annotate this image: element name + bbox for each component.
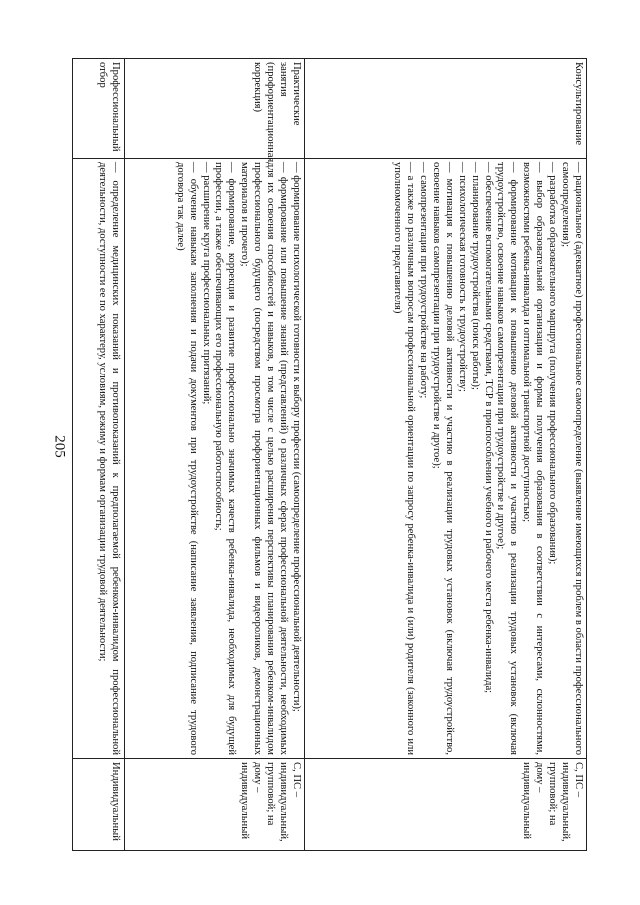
list-item: — самопрезентация при трудоустройстве на работу; <box>417 162 429 399</box>
service-name-cell: Консультирование <box>305 59 587 159</box>
list-item: — а также по различным вопросам профессиональной ориентации по запросу ребенка-инвалида и (или) родителя (законного или уполномоченного представителя) <box>392 162 417 755</box>
page-number: 205 <box>51 435 68 458</box>
list-item: — формирование мотивации к повышению деловой активности и участию в реализации трудовых установок (включая трудоустройство, освоение навыков самопрезентации при трудоустройстве и другое); <box>495 162 520 755</box>
service-content-cell <box>305 159 587 759</box>
service-mode-cell: С, ПС – индивидуальный, групповой; на дому – индивидуальный <box>305 759 587 851</box>
list-item: — определение медицинских показаний и противопоказаний к предполагаемой ребенком-инвалидом профессиональной деятельности, доступности ее по характеру, условиям, режиму и формам организации трудовой деятельности; <box>97 162 121 755</box>
service-mode-cell: С, ПС – индивидуальный, групповой; на дому – индивидуальный <box>125 759 305 851</box>
list-item: — формирование или повышение знаний (представлений) о различных сферах профессиональной деятельности, необходимых для их освоения способностей и навыков, в том числе с целью расширения перспективы планирования ребенком-инвалидом профессионального будущего (посредством просмотра профориентационных фильмов и видеороликов, демонстрационных материалов и прочего); <box>239 162 290 755</box>
table-row <box>73 59 125 851</box>
services-table <box>72 58 587 851</box>
list-item: — обучение навыкам заполнения и подачи документов при трудоустройстве (написание заявления, подписание трудового договора так далее) <box>174 162 199 755</box>
list-item: — формирование, коррекция и развитие профессионально значимых качеств ребенка-инвалида, необходимых для будущей профессии, а также обеспечивающих его профессиональную работоспособность; <box>213 162 238 755</box>
list-item: — мотивация к повышению деловой активности и участию в реализации трудовых установок (включая трудоустройство, освоение навыков самопрезентации при трудоустройстве и другое); <box>430 162 455 755</box>
list-item: — расширение круга профессиональных притязаний; <box>200 162 212 405</box>
service-mode-cell: Индивидуальный <box>73 759 125 851</box>
service-content-cell <box>73 159 125 759</box>
service-name-cell: Профессиональный отбор <box>73 59 125 159</box>
service-content-cell <box>125 159 305 759</box>
service-name-cell: Практические занятия (профориентационная коррекция) <box>125 59 305 159</box>
list-item: — формирование психологической готовности к выбору профессии (самоопределение профессиональной деятельности); <box>291 162 302 712</box>
list-item: — обеспечение вспомогательными средствами, ТСР в приспособлении учебного и рабочего места ребенка-инвалида; <box>482 162 494 694</box>
table-row <box>305 59 587 851</box>
list-item: — планирование трудоустройства (поиск работы); <box>469 162 481 390</box>
list-item: — рациональное (адекватное) профессиональное самоопределение (выявление имеющихся проблем в области профессионального самоопределения); <box>560 162 584 755</box>
rotated-page-content <box>71 58 587 850</box>
table-row <box>125 59 305 851</box>
list-item: — психологическая готовность к трудоустройству; <box>456 162 468 392</box>
list-item: — выбор образовательной организации и формы получения образования в соответствии с интересами, склонностями, возможностями ребенка-инвалида и оптимальной транспортной доступностью; <box>521 162 546 755</box>
list-item: — разработка образовательного маршрута (получения профессионального образования); <box>547 162 559 565</box>
